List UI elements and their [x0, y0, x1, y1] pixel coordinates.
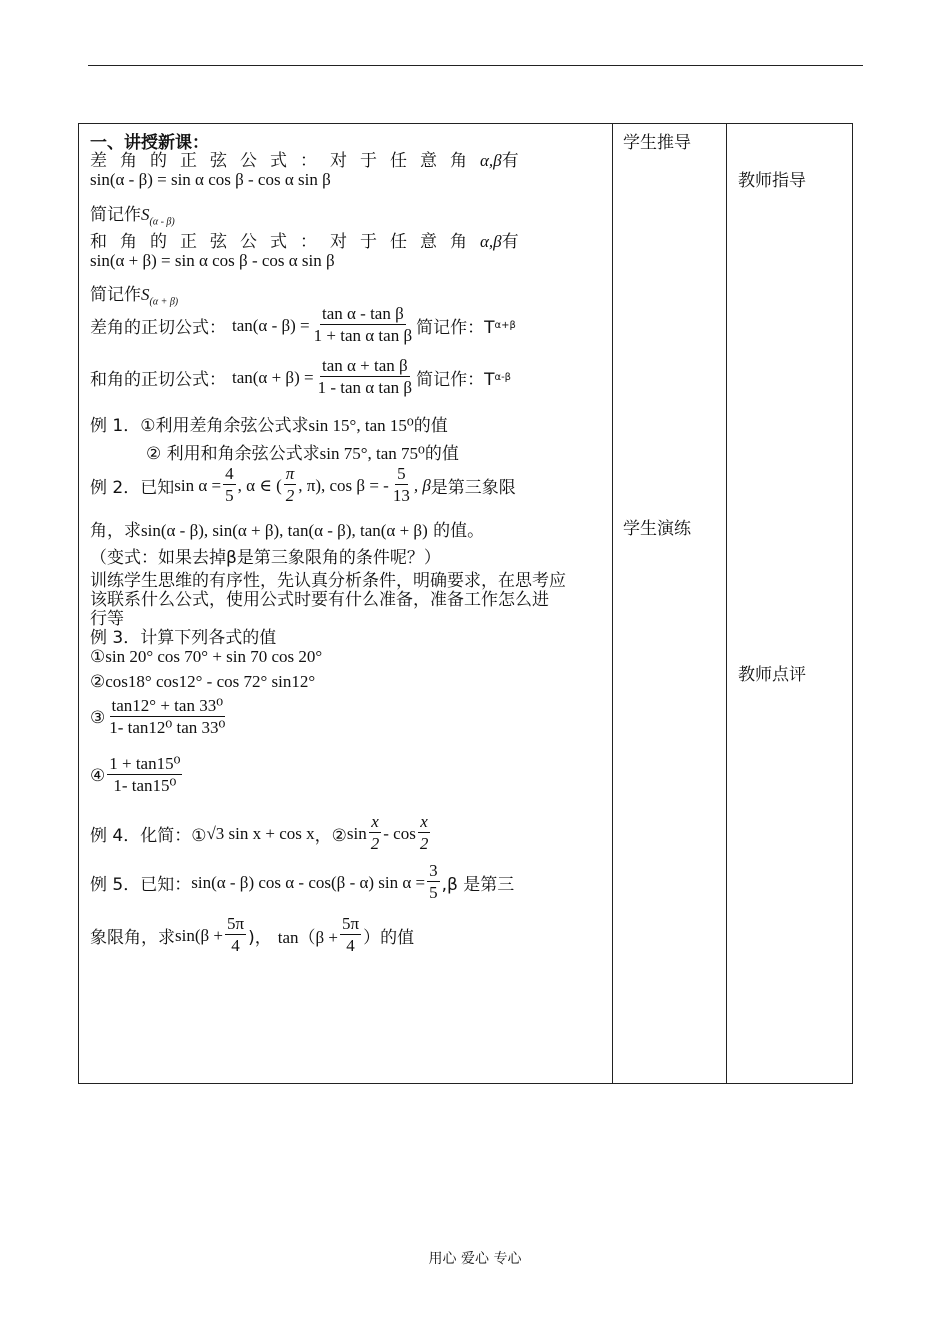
ex2-mid2: , π), cos β = - — [298, 475, 389, 495]
ex4-math1: √3 sin x + cos x — [206, 823, 315, 843]
ex1-a-text: 例 1．①利用差角余弦公式求 — [90, 416, 309, 436]
sin-sum-vars: α,β — [480, 232, 502, 251]
tan-sum-numerator: tan α + tan β — [321, 356, 408, 375]
ex2-sin: sin α = — [174, 475, 222, 495]
ex2-end: 是第三象限 — [430, 478, 516, 498]
tan-diff-line — [90, 304, 516, 347]
ex4-f1-den: 2 — [370, 834, 380, 853]
ex2-fraction-2 — [284, 464, 297, 507]
example-3-item-4 — [90, 754, 184, 797]
student-practice: 学生演练 — [623, 519, 691, 539]
ex2-line2-end: 的值。 — [433, 521, 485, 541]
example-2-line2 — [90, 516, 484, 541]
ex2-beta: , β — [413, 475, 431, 495]
section-heading: 一、讲授新课： — [90, 133, 209, 153]
ex3-3-num: tan12° + tan 33⁰ — [111, 696, 224, 715]
ex2-f1-den: 5 — [225, 486, 234, 505]
tan-diff-denominator: 1 + tan α tan β — [313, 326, 413, 345]
sin-diff-abbr-sub: (α - β) — [149, 216, 175, 228]
ex5-f1-den: 5 — [429, 883, 438, 902]
sin-diff-formula: sin(α - β) = sin α cos β - cos α sin β — [90, 170, 331, 189]
variant-note: （变式：如果去掉β是第三象限角的条件呢？） — [90, 548, 441, 568]
ex4-a: 例 4．化简：① — [90, 826, 207, 846]
ex5-sin: sin(β + — [175, 925, 223, 945]
ex5-f2-num: 5π — [227, 914, 245, 933]
ex2-fraction-1 — [223, 464, 236, 507]
ex2-a: 例 2．已知 — [90, 478, 175, 498]
training-line-2: 该联系什么公式，使用公式时要有什么准备，准备工作怎么进 — [90, 590, 549, 610]
tan-diff-abbr: 简记作：T — [416, 318, 495, 338]
ex2-line2-math: sin(α - β), sin(α + β), tan(α - β), tan(α + β) — [141, 521, 428, 540]
ex2-f3-num: 5 — [397, 464, 406, 483]
ex1-b-math: sin 75°, tan 75⁰ — [319, 444, 425, 463]
ex3-3-fraction — [107, 696, 227, 739]
ex5-f1-num: 3 — [429, 861, 438, 880]
ex3-3-den: 1- tan12⁰ tan 33⁰ — [109, 718, 226, 737]
tan-diff-numerator: tan α - tan β — [321, 304, 404, 323]
ex1-b-text: ② 利用和角余弦公式求 — [146, 444, 320, 464]
tan-diff-lhs: tan(α - β) = — [232, 315, 310, 335]
tan-diff-abbr-sub: α+β — [494, 320, 516, 331]
ex4-f2-den: 2 — [419, 834, 429, 853]
ex3-4-den: 1- tan15⁰ — [113, 776, 177, 795]
ex2-f3-den: 13 — [392, 486, 410, 505]
sin-sum-intro-line — [90, 227, 519, 252]
ex5-math: sin(α - β) cos α - cos(β - α) sin α = — [191, 872, 426, 892]
sin-sum-abbr-sub: (α + β) — [149, 296, 179, 308]
ex3-4-fraction — [107, 754, 182, 797]
ex5-line2-a: 象限角，求 — [90, 928, 175, 948]
tan-sum-abbr: 简记作：T — [416, 370, 495, 390]
ex4-fraction-1 — [369, 812, 382, 855]
ex5-a: 例 5．已知： — [90, 875, 192, 895]
sin-diff-abbr-line — [90, 200, 175, 227]
ex4-cos: - cos — [383, 823, 416, 843]
sin-diff-abbr-sym: S — [141, 205, 150, 224]
ex1-a-math: sin 15°, tan 15⁰ — [308, 416, 414, 435]
tan-sum-denominator: 1 - tan α tan β — [317, 378, 413, 397]
tan-sum-line — [90, 356, 511, 399]
ex2-f2-den: 2 — [285, 486, 295, 505]
ex4-fraction-2 — [418, 812, 431, 855]
teacher-comment: 教师点评 — [738, 665, 806, 685]
ex4-f2-num: x — [420, 812, 428, 831]
sin-diff-intro: 差角的正弦公式：对于任意角 — [90, 151, 480, 171]
column-divider — [726, 124, 727, 1083]
sin-diff-vars: α,β — [480, 151, 502, 170]
training-line-3: 行等 — [90, 609, 124, 629]
ex3-3-mark: ③ — [90, 707, 106, 728]
tan-sum-fraction — [316, 356, 415, 399]
example-3-title: 例 3．计算下列各式的值 — [90, 628, 277, 648]
example-1a — [90, 411, 448, 436]
teacher-guide: 教师指导 — [738, 171, 806, 191]
example-3-item-1: ①sin 20° cos 70° + sin 70 cos 20° — [90, 647, 323, 666]
column-divider — [612, 124, 613, 1083]
ex5-fraction-3 — [340, 914, 361, 957]
page-footer: 用心 爱心 专心 — [428, 1251, 522, 1267]
ex5-close2: ）的值 — [363, 928, 415, 948]
ex5-tan: tan（β + — [277, 928, 338, 947]
ex2-f2-num: π — [285, 464, 295, 483]
sin-sum-abbr: 简记作 — [90, 285, 141, 305]
ex5-f2-den: 4 — [231, 936, 240, 955]
header-rule — [88, 65, 863, 66]
ex2-line2-a: 角，求 — [90, 521, 141, 541]
sin-sum-formula: sin(α + β) = sin α cos β - cos α sin β — [90, 251, 335, 270]
ex2-fraction-3 — [391, 464, 412, 507]
example-3-item-3 — [90, 696, 229, 739]
example-1b — [146, 439, 459, 464]
ex5-fraction-2 — [225, 914, 246, 957]
sin-diff-abbr: 简记作 — [90, 205, 141, 225]
example-5-line1 — [90, 861, 514, 904]
tan-diff-label: 差角的正切公式： — [90, 318, 226, 338]
tan-sum-abbr-sub: α-β — [494, 372, 512, 383]
sin-sum-intro: 和角的正弦公式：对于任意角 — [90, 232, 480, 252]
ex5-end: ,β 是第三 — [441, 875, 515, 895]
sin-sum-you: 有 — [501, 232, 519, 252]
ex2-f1-num: 4 — [225, 464, 234, 483]
ex1-a-end: 的值 — [413, 416, 448, 436]
tan-sum-lhs: tan(α + β) = — [232, 367, 314, 387]
sin-diff-intro-line — [90, 146, 600, 171]
ex5-close: )， — [248, 928, 272, 948]
ex3-4-mark: ④ — [90, 765, 106, 786]
tan-sum-label: 和角的正切公式： — [90, 370, 226, 390]
ex1-b-end: 的值 — [424, 444, 459, 464]
training-line-1: 训练学生思维的有序性，先认真分析条件，明确要求，在思考应 — [90, 571, 566, 591]
lesson-table — [78, 123, 853, 1084]
ex4-f1-num: x — [371, 812, 379, 831]
ex2-mid: , α ∈ ( — [237, 475, 282, 495]
sin-sum-abbr-sym: S — [141, 285, 150, 304]
student-derive: 学生推导 — [623, 133, 691, 153]
example-5-line2 — [90, 914, 414, 957]
ex3-4-num: 1 + tan15⁰ — [109, 754, 181, 773]
example-4 — [90, 812, 432, 855]
ex4-sin: sin — [346, 823, 367, 843]
example-2-line1 — [90, 464, 516, 507]
ex5-f3-den: 4 — [346, 936, 355, 955]
sin-diff-you: 有 — [501, 151, 519, 171]
ex5-fraction-1 — [427, 861, 440, 904]
tan-diff-fraction — [312, 304, 414, 347]
ex5-f3-num: 5π — [342, 914, 360, 933]
ex4-mid: ，② — [314, 826, 347, 846]
example-3-item-2: ②cos18° cos12° - cos 72° sin12° — [90, 672, 316, 691]
